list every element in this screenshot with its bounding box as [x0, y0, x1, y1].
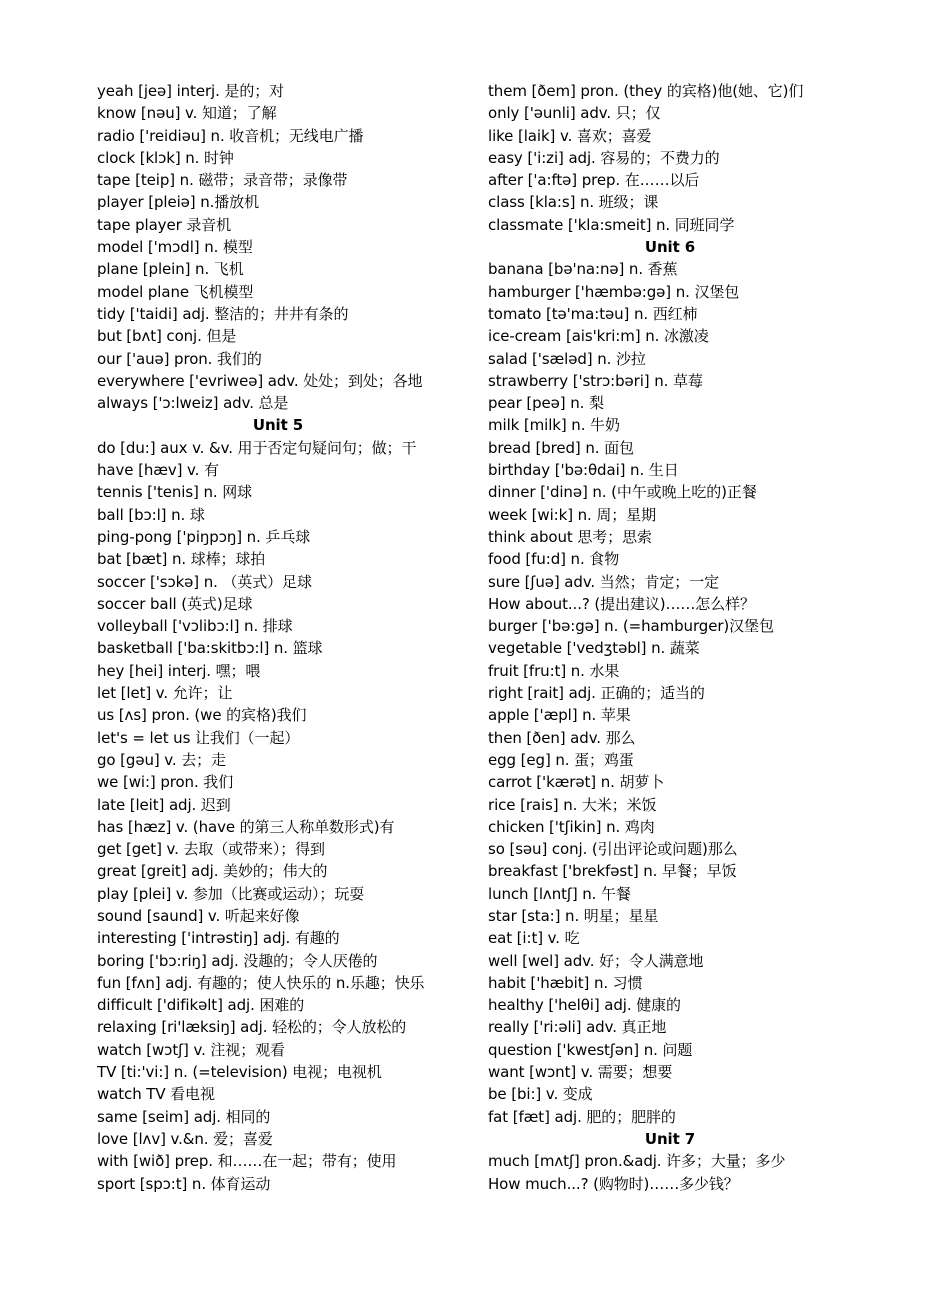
vocab-entry: let's = let us 让我们（一起） — [97, 728, 300, 747]
vocab-entry: easy ['i:zi] adj. 容易的；不费力的 — [488, 148, 720, 167]
vocab-entry: we [wi:] pron. 我们 — [97, 773, 234, 792]
vocab-entry: want [wɔnt] v. 需要；想要 — [488, 1063, 673, 1082]
vocab-entry: player [pleiə] n.播放机 — [97, 193, 259, 212]
vocab-entry: lunch [lʌntʃ] n. 午餐 — [488, 884, 631, 903]
vocab-entry: TV [ti:'vi:] n. (=television) 电视；电视机 — [97, 1063, 382, 1082]
vocab-entry: model plane 飞机模型 — [97, 282, 254, 301]
vocab-entry: rice [rais] n. 大米；米饭 — [488, 795, 657, 814]
vocab-entry: chicken ['tʃikin] n. 鸡肉 — [488, 817, 655, 836]
vocab-entry: sound [saund] v. 听起来好像 — [97, 906, 300, 925]
vocab-entry: our ['auə] pron. 我们的 — [97, 349, 262, 368]
vocab-entry: after ['a:ftə] prep. 在……以后 — [488, 171, 700, 190]
vocab-entry: watch [wɔtʃ] v. 注视；观看 — [97, 1040, 285, 1059]
vocab-entry: question ['kwestʃən] n. 问题 — [488, 1040, 693, 1059]
vocab-entry: always ['ɔ:lweiz] adv. 总是 — [97, 394, 289, 413]
vocab-entry: strawberry ['strɔ:bəri] n. 草莓 — [488, 371, 703, 390]
vocab-entry: do [du:] aux v. &v. 用于否定句疑问句；做；干 — [97, 438, 417, 457]
vocab-entry: How much...? (购物时)……多少钱？ — [488, 1174, 739, 1193]
vocab-entry: tape [teip] n. 磁带；录音带；录像带 — [97, 171, 348, 190]
vocab-entry: ice-cream [ais'kri:m] n. 冰激凌 — [488, 327, 709, 346]
vocab-entry: yeah [jeə] interj. 是的；对 — [97, 82, 285, 100]
vocab-entry: really ['ri:əli] adv. 真正地 — [488, 1018, 667, 1037]
unit-heading: Unit 7 — [644, 1129, 696, 1148]
vocab-entry: birthday ['bə:θdai] n. 生日 — [488, 461, 679, 480]
vocab-entry: well [wel] adv. 好；令人满意地 — [488, 951, 704, 970]
vocab-entry: boring ['bɔ:riŋ] adj. 没趣的；令人厌倦的 — [97, 951, 378, 970]
vocab-entry: right [rait] adj. 正确的；适当的 — [488, 684, 705, 703]
vocab-entry: fruit [fru:t] n. 水果 — [488, 661, 620, 680]
vocab-entry: vegetable ['vedʒtəbl] n. 蔬菜 — [488, 639, 700, 658]
vocab-entry: be [bi:] v. 变成 — [488, 1085, 593, 1104]
vocab-entry: salad ['sæləd] n. 沙拉 — [488, 349, 646, 368]
vocab-entry: radio ['reidiəu] n. 收音机；无线电广播 — [97, 126, 364, 145]
vocab-entry: know [nəu] v. 知道；了解 — [97, 104, 277, 123]
vocab-entry: clock [klɔk] n. 时钟 — [97, 148, 234, 167]
vocab-entry: habit ['hæbit] n. 习惯 — [488, 973, 643, 992]
vocab-entry: fun [fʌn] adj. 有趣的；使人快乐的 n.乐趣；快乐 — [97, 973, 425, 992]
vocab-entry: healthy ['helθi] adj. 健康的 — [488, 996, 681, 1015]
vocab-entry: egg [eg] n. 蛋；鸡蛋 — [488, 750, 634, 769]
vocab-entry: tennis ['tenis] n. 网球 — [97, 483, 253, 502]
vocab-entry: fat [fæt] adj. 肥的；肥胖的 — [488, 1107, 676, 1126]
vocab-entry: difficult ['difikəlt] adj. 困难的 — [97, 996, 305, 1015]
vocab-entry: think about 思考；思索 — [488, 527, 652, 546]
vocab-entry: ping-pong ['piŋpɔŋ] n. 乒乓球 — [97, 527, 311, 546]
vocab-entry: interesting ['intrəstiŋ] adj. 有趣的 — [97, 929, 340, 948]
vocab-entry: so [səu] conj. (引出评论或问题)那么 — [488, 840, 738, 859]
vocab-entry: bread [bred] n. 面包 — [488, 438, 634, 457]
vocab-entry: much [mʌtʃ] pron.&adj. 许多；大量；多少 — [488, 1152, 786, 1171]
vocab-entry: class [kla:s] n. 班级；课 — [488, 193, 659, 212]
vocab-entry: hamburger ['hæmbə:gə] n. 汉堡包 — [488, 282, 740, 301]
vocab-entry: bat [bæt] n. 球棒；球拍 — [97, 550, 266, 569]
vocab-entry: go [gəu] v. 去；走 — [97, 750, 226, 769]
vocab-entry: breakfast ['brekfəst] n. 早餐；早饭 — [488, 862, 737, 881]
vocab-entry: basketball ['ba:skitbɔ:l] n. 篮球 — [97, 639, 323, 658]
unit-heading: Unit 5 — [252, 416, 304, 435]
vocab-entry: same [seim] adj. 相同的 — [97, 1107, 271, 1126]
vocab-entry: milk [milk] n. 牛奶 — [488, 416, 620, 435]
vocab-entry: have [hæv] v. 有 — [97, 461, 219, 480]
vocab-entry: has [hæz] v. (have 的第三人称单数形式)有 — [97, 817, 395, 836]
vocab-entry: plane [plein] n. 飞机 — [97, 260, 244, 279]
vocab-entry: like [laik] v. 喜欢；喜爱 — [488, 126, 652, 145]
vocab-entry: us [ʌs] pron. (we 的宾格)我们 — [97, 706, 307, 725]
vocab-entry: love [lʌv] v.&n. 爱；喜爱 — [97, 1129, 273, 1148]
vocab-entry: pear [peə] n. 梨 — [488, 394, 604, 413]
vocab-entry: How about...? (提出建议)……怎么样？ — [488, 594, 755, 613]
vocab-entry: tomato [tə'ma:təu] n. 西红柿 — [488, 304, 698, 323]
vocab-entry: them [ðem] pron. (they 的宾格)他(她、它)们 — [488, 82, 804, 100]
vocab-entry: tape player 录音机 — [97, 215, 232, 234]
vocab-entry: soccer ['sɔkə] n. （英式）足球 — [97, 572, 312, 591]
vocab-entry: sport [spɔ:t] n. 体育运动 — [97, 1174, 271, 1193]
vocab-entry: ball [bɔ:l] n. 球 — [97, 505, 205, 524]
vocab-entry: sure [ʃuə] adv. 当然；肯定；一定 — [488, 572, 719, 591]
left-column — [97, 80, 469, 1195]
vocab-entry: soccer ball (英式)足球 — [97, 594, 253, 613]
vocab-entry: late [leit] adj. 迟到 — [97, 795, 231, 814]
vocab-entry: banana [bə'na:nə] n. 香蕉 — [488, 260, 678, 279]
vocab-entry: dinner ['dinə] n. (中午或晚上吃的)正餐 — [488, 483, 757, 502]
vocab-entry: model ['mɔdl] n. 模型 — [97, 238, 253, 257]
vocab-entry: with [wið] prep. 和……在一起；带有；使用 — [97, 1152, 397, 1171]
vocab-entry: star [sta:] n. 明星；星星 — [488, 906, 659, 925]
right-column — [488, 80, 888, 1195]
vocab-entry: get [get] v. 去取（或带来）；得到 — [97, 840, 325, 859]
unit-heading: Unit 6 — [644, 238, 696, 257]
vocab-entry: carrot ['kærət] n. 胡萝卜 — [488, 773, 665, 792]
vocab-entry: but [bʌt] conj. 但是 — [97, 327, 237, 346]
vocab-entry: let [let] v. 允许；让 — [97, 684, 233, 703]
vocab-entry: hey [hei] interj. 嘿；喂 — [97, 661, 261, 680]
vocab-entry: only ['əunli] adv. 只；仅 — [488, 104, 661, 123]
vocab-entry: everywhere ['evriweə] adv. 处处；到处；各地 — [97, 371, 423, 390]
vocab-entry: classmate ['kla:smeit] n. 同班同学 — [488, 215, 735, 234]
vocab-entry: week [wi:k] n. 周；星期 — [488, 505, 656, 524]
vocab-entry: tidy ['taidi] adj. 整洁的；井井有条的 — [97, 304, 349, 323]
vocab-entry: eat [i:t] v. 吃 — [488, 929, 580, 948]
vocab-entry: play [plei] v. 参加（比赛或运动）；玩耍 — [97, 884, 365, 903]
vocab-entry: food [fu:d] n. 食物 — [488, 550, 620, 569]
vocab-entry: apple ['æpl] n. 苹果 — [488, 706, 631, 725]
vocab-entry: burger ['bə:gə] n. (=hamburger)汉堡包 — [488, 617, 774, 636]
vocab-entry: relaxing [ri'læksiŋ] adj. 轻松的；令人放松的 — [97, 1018, 407, 1037]
vocab-entry: then [ðen] adv. 那么 — [488, 728, 636, 747]
vocab-entry: volleyball ['vɔlibɔ:l] n. 排球 — [97, 617, 293, 636]
vocab-entry: watch TV 看电视 — [97, 1085, 215, 1104]
vocab-entry: great [greit] adj. 美妙的；伟大的 — [97, 862, 328, 881]
